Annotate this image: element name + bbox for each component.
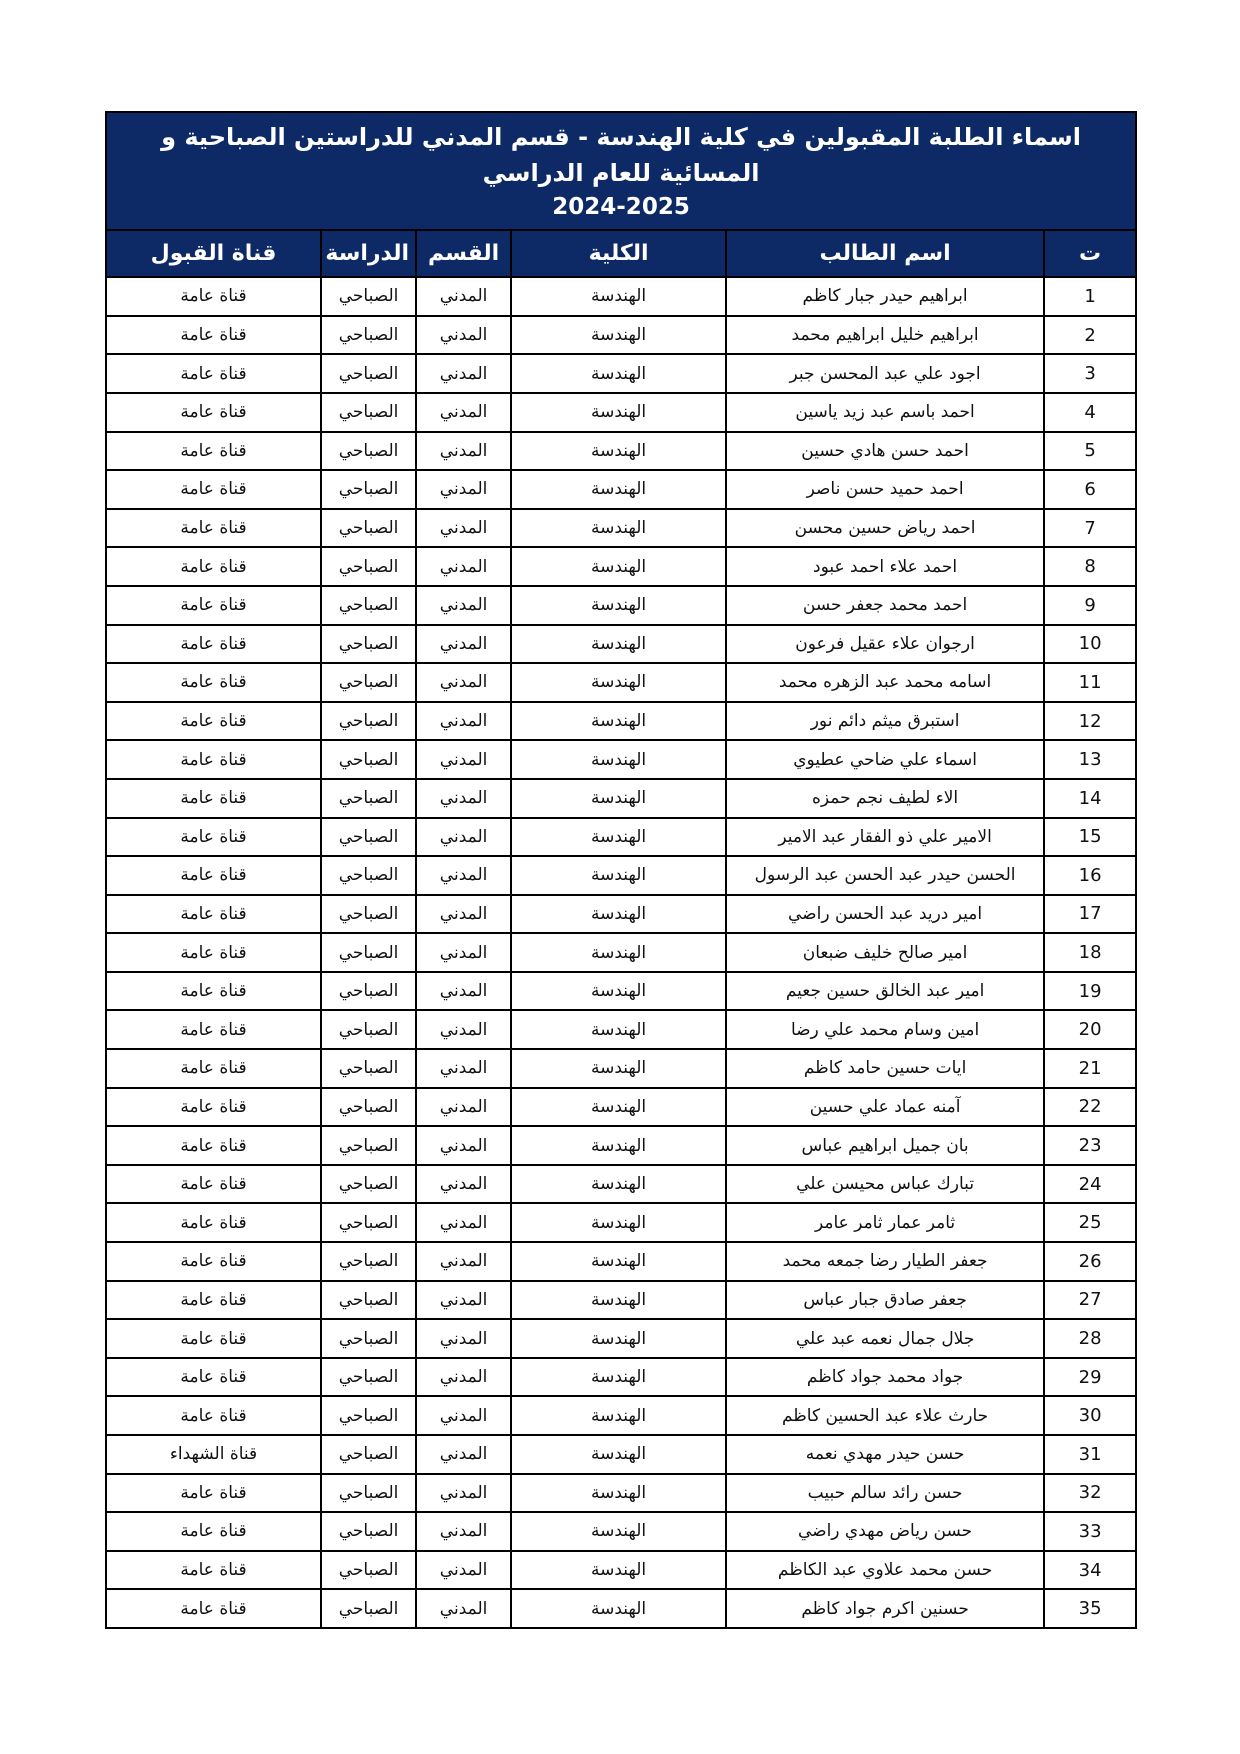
- cell-department: المدني: [416, 586, 511, 625]
- cell-department: المدني: [416, 1165, 511, 1204]
- cell-student-name: جعفر صادق جبار عباس: [726, 1281, 1044, 1320]
- column-header-admission-channel: قناة القبول: [106, 230, 321, 277]
- cell-department: المدني: [416, 354, 511, 393]
- cell-study: الصباحي: [321, 856, 416, 895]
- cell-student-name: احمد محمد جعفر حسن: [726, 586, 1044, 625]
- cell-number: 4: [1044, 393, 1136, 432]
- cell-study: الصباحي: [321, 393, 416, 432]
- cell-college: الهندسة: [511, 547, 726, 586]
- table-row: [106, 895, 1136, 934]
- cell-department: المدني: [416, 625, 511, 664]
- table-row: [106, 1319, 1136, 1358]
- cell-student-name: ارجوان علاء عقيل فرعون: [726, 625, 1044, 664]
- cell-study: الصباحي: [321, 895, 416, 934]
- cell-college: الهندسة: [511, 1281, 726, 1320]
- cell-student-name: امير دريد عبد الحسن راضي: [726, 895, 1044, 934]
- cell-number: 34: [1044, 1551, 1136, 1590]
- cell-study: الصباحي: [321, 1281, 416, 1320]
- cell-number: 8: [1044, 547, 1136, 586]
- table-row: [106, 1396, 1136, 1435]
- cell-admission-channel: قناة عامة: [106, 432, 321, 471]
- cell-number: 31: [1044, 1435, 1136, 1474]
- table-row: [106, 1435, 1136, 1474]
- cell-college: الهندسة: [511, 316, 726, 355]
- cell-department: المدني: [416, 1396, 511, 1435]
- cell-student-name: احمد حسن هادي حسين: [726, 432, 1044, 471]
- cell-department: المدني: [416, 663, 511, 702]
- cell-student-name: الامير علي ذو الفقار عبد الامير: [726, 818, 1044, 857]
- cell-number: 18: [1044, 933, 1136, 972]
- cell-study: الصباحي: [321, 509, 416, 548]
- title-academic-year: 2024-2025: [552, 194, 690, 220]
- cell-number: 17: [1044, 895, 1136, 934]
- cell-admission-channel: قناة عامة: [106, 895, 321, 934]
- cell-admission-channel: قناة عامة: [106, 277, 321, 316]
- cell-college: الهندسة: [511, 1049, 726, 1088]
- cell-college: الهندسة: [511, 740, 726, 779]
- cell-college: الهندسة: [511, 663, 726, 702]
- cell-admission-channel: قناة عامة: [106, 547, 321, 586]
- cell-study: الصباحي: [321, 586, 416, 625]
- students-table-container: [105, 111, 1135, 1629]
- cell-admission-channel: قناة عامة: [106, 354, 321, 393]
- cell-student-name: امين وسام محمد علي رضا: [726, 1010, 1044, 1049]
- cell-student-name: الحسن حيدر عبد الحسن عبد الرسول: [726, 856, 1044, 895]
- cell-student-name: امير عبد الخالق حسين جعيم: [726, 972, 1044, 1011]
- document-title: [106, 112, 1136, 230]
- cell-department: المدني: [416, 470, 511, 509]
- cell-college: الهندسة: [511, 1319, 726, 1358]
- cell-admission-channel: قناة عامة: [106, 316, 321, 355]
- cell-admission-channel: قناة عامة: [106, 1512, 321, 1551]
- cell-number: 16: [1044, 856, 1136, 895]
- cell-college: الهندسة: [511, 1512, 726, 1551]
- cell-study: الصباحي: [321, 818, 416, 857]
- title-text: اسماء الطلبة المقبولين في كلية الهندسة - قسم المدني للدراستين الصباحية و المسائية للعام الدراسي: [161, 123, 1081, 187]
- cell-department: المدني: [416, 895, 511, 934]
- cell-admission-channel: قناة عامة: [106, 509, 321, 548]
- cell-college: الهندسة: [511, 432, 726, 471]
- cell-student-name: امير صالح خليف ضبعان: [726, 933, 1044, 972]
- cell-student-name: اسامه محمد عبد الزهره محمد: [726, 663, 1044, 702]
- cell-study: الصباحي: [321, 1242, 416, 1281]
- cell-department: المدني: [416, 1049, 511, 1088]
- cell-department: المدني: [416, 547, 511, 586]
- table-row: [106, 509, 1136, 548]
- cell-department: المدني: [416, 1358, 511, 1397]
- cell-department: المدني: [416, 1126, 511, 1165]
- table-row: [106, 779, 1136, 818]
- table-row: [106, 1010, 1136, 1049]
- table-row: [106, 1281, 1136, 1320]
- cell-department: المدني: [416, 1474, 511, 1513]
- cell-department: المدني: [416, 393, 511, 432]
- cell-study: الصباحي: [321, 1512, 416, 1551]
- table-row: [106, 316, 1136, 355]
- cell-number: 33: [1044, 1512, 1136, 1551]
- cell-student-name: ابراهيم خليل ابراهيم محمد: [726, 316, 1044, 355]
- column-header-department: القسم: [416, 230, 511, 277]
- cell-study: الصباحي: [321, 547, 416, 586]
- cell-department: المدني: [416, 1281, 511, 1320]
- table-row: [106, 1358, 1136, 1397]
- cell-study: الصباحي: [321, 1165, 416, 1204]
- cell-college: الهندسة: [511, 1589, 726, 1628]
- cell-study: الصباحي: [321, 1203, 416, 1242]
- cell-study: الصباحي: [321, 1474, 416, 1513]
- cell-study: الصباحي: [321, 1551, 416, 1590]
- cell-number: 30: [1044, 1396, 1136, 1435]
- cell-department: المدني: [416, 1512, 511, 1551]
- cell-admission-channel: قناة عامة: [106, 1010, 321, 1049]
- cell-study: الصباحي: [321, 663, 416, 702]
- cell-number: 3: [1044, 354, 1136, 393]
- column-header-row: [106, 230, 1136, 277]
- column-header-number: ت: [1044, 230, 1136, 277]
- cell-number: 35: [1044, 1589, 1136, 1628]
- table-row: [106, 1203, 1136, 1242]
- cell-college: الهندسة: [511, 1088, 726, 1127]
- table-row: [106, 1589, 1136, 1628]
- cell-admission-channel: قناة عامة: [106, 740, 321, 779]
- cell-college: الهندسة: [511, 1396, 726, 1435]
- cell-study: الصباحي: [321, 1010, 416, 1049]
- accepted-students-table: [105, 111, 1137, 1629]
- cell-admission-channel: قناة عامة: [106, 818, 321, 857]
- cell-number: 22: [1044, 1088, 1136, 1127]
- cell-college: الهندسة: [511, 393, 726, 432]
- cell-admission-channel: قناة عامة: [106, 856, 321, 895]
- cell-number: 13: [1044, 740, 1136, 779]
- cell-student-name: حسن محمد علاوي عبد الكاظم: [726, 1551, 1044, 1590]
- cell-student-name: احمد باسم عبد زيد ياسين: [726, 393, 1044, 432]
- cell-admission-channel: قناة عامة: [106, 933, 321, 972]
- cell-admission-channel: قناة عامة: [106, 1551, 321, 1590]
- table-row: [106, 702, 1136, 741]
- cell-college: الهندسة: [511, 1474, 726, 1513]
- cell-student-name: اسماء علي ضاحي عطيوي: [726, 740, 1044, 779]
- cell-college: الهندسة: [511, 1010, 726, 1049]
- cell-number: 5: [1044, 432, 1136, 471]
- cell-study: الصباحي: [321, 354, 416, 393]
- cell-college: الهندسة: [511, 1551, 726, 1590]
- cell-student-name: احمد علاء احمد عبود: [726, 547, 1044, 586]
- cell-admission-channel: قناة عامة: [106, 1242, 321, 1281]
- title-row: [106, 112, 1136, 230]
- cell-number: 11: [1044, 663, 1136, 702]
- table-row: [106, 354, 1136, 393]
- cell-department: المدني: [416, 1010, 511, 1049]
- cell-student-name: آمنه عماد علي حسين: [726, 1088, 1044, 1127]
- cell-student-name: ثامر عمار ثامر عامر: [726, 1203, 1044, 1242]
- cell-college: الهندسة: [511, 509, 726, 548]
- cell-student-name: جواد محمد جواد كاظم: [726, 1358, 1044, 1397]
- cell-number: 23: [1044, 1126, 1136, 1165]
- cell-college: الهندسة: [511, 354, 726, 393]
- cell-college: الهندسة: [511, 895, 726, 934]
- cell-admission-channel: قناة عامة: [106, 1126, 321, 1165]
- cell-department: المدني: [416, 432, 511, 471]
- cell-student-name: حسنين اكرم جواد كاظم: [726, 1589, 1044, 1628]
- cell-student-name: حسن حيدر مهدي نعمه: [726, 1435, 1044, 1474]
- cell-department: المدني: [416, 972, 511, 1011]
- cell-study: الصباحي: [321, 1589, 416, 1628]
- cell-department: المدني: [416, 856, 511, 895]
- cell-college: الهندسة: [511, 586, 726, 625]
- table-row: [106, 856, 1136, 895]
- cell-college: الهندسة: [511, 779, 726, 818]
- table-row: [106, 1551, 1136, 1590]
- column-header-college: الكلية: [511, 230, 726, 277]
- cell-admission-channel: قناة عامة: [106, 779, 321, 818]
- cell-admission-channel: قناة عامة: [106, 1088, 321, 1127]
- cell-student-name: احمد حميد حسن ناصر: [726, 470, 1044, 509]
- cell-study: الصباحي: [321, 1126, 416, 1165]
- cell-college: الهندسة: [511, 702, 726, 741]
- table-row: [106, 1242, 1136, 1281]
- table-row: [106, 933, 1136, 972]
- cell-study: الصباحي: [321, 470, 416, 509]
- table-row: [106, 972, 1136, 1011]
- cell-number: 9: [1044, 586, 1136, 625]
- table-row: [106, 1165, 1136, 1204]
- cell-admission-channel: قناة عامة: [106, 702, 321, 741]
- cell-admission-channel: قناة عامة: [106, 625, 321, 664]
- cell-department: المدني: [416, 1203, 511, 1242]
- cell-admission-channel: قناة عامة: [106, 586, 321, 625]
- cell-study: الصباحي: [321, 1396, 416, 1435]
- cell-study: الصباحي: [321, 432, 416, 471]
- students-table-body: [106, 277, 1136, 1628]
- table-row: [106, 393, 1136, 432]
- cell-number: 2: [1044, 316, 1136, 355]
- cell-department: المدني: [416, 933, 511, 972]
- cell-college: الهندسة: [511, 1435, 726, 1474]
- cell-admission-channel: قناة عامة: [106, 1165, 321, 1204]
- cell-admission-channel: قناة الشهداء: [106, 1435, 321, 1474]
- cell-number: 24: [1044, 1165, 1136, 1204]
- table-row: [106, 625, 1136, 664]
- cell-admission-channel: قناة عامة: [106, 393, 321, 432]
- cell-department: المدني: [416, 277, 511, 316]
- table-row: [106, 547, 1136, 586]
- cell-number: 19: [1044, 972, 1136, 1011]
- cell-number: 20: [1044, 1010, 1136, 1049]
- cell-student-name: حسن رياض مهدي راضي: [726, 1512, 1044, 1551]
- cell-admission-channel: قناة عامة: [106, 972, 321, 1011]
- cell-study: الصباحي: [321, 1435, 416, 1474]
- table-row: [106, 818, 1136, 857]
- table-row: [106, 432, 1136, 471]
- cell-college: الهندسة: [511, 277, 726, 316]
- cell-admission-channel: قناة عامة: [106, 1203, 321, 1242]
- cell-number: 25: [1044, 1203, 1136, 1242]
- cell-number: 28: [1044, 1319, 1136, 1358]
- cell-study: الصباحي: [321, 625, 416, 664]
- cell-student-name: اجود علي عبد المحسن جبر: [726, 354, 1044, 393]
- cell-number: 21: [1044, 1049, 1136, 1088]
- cell-number: 29: [1044, 1358, 1136, 1397]
- cell-student-name: احمد رياض حسين محسن: [726, 509, 1044, 548]
- table-row: [106, 277, 1136, 316]
- cell-study: الصباحي: [321, 972, 416, 1011]
- cell-department: المدني: [416, 1589, 511, 1628]
- column-header-student-name: اسم الطالب: [726, 230, 1044, 277]
- cell-study: الصباحي: [321, 316, 416, 355]
- cell-department: المدني: [416, 779, 511, 818]
- cell-department: المدني: [416, 1319, 511, 1358]
- cell-college: الهندسة: [511, 470, 726, 509]
- table-row: [106, 1049, 1136, 1088]
- table-row: [106, 1512, 1136, 1551]
- cell-department: المدني: [416, 316, 511, 355]
- cell-student-name: حارث علاء عبد الحسين كاظم: [726, 1396, 1044, 1435]
- cell-college: الهندسة: [511, 856, 726, 895]
- cell-admission-channel: قناة عامة: [106, 1319, 321, 1358]
- cell-number: 14: [1044, 779, 1136, 818]
- cell-department: المدني: [416, 1088, 511, 1127]
- table-row: [106, 1126, 1136, 1165]
- cell-department: المدني: [416, 1551, 511, 1590]
- cell-study: الصباحي: [321, 779, 416, 818]
- cell-study: الصباحي: [321, 740, 416, 779]
- cell-admission-channel: قناة عامة: [106, 1396, 321, 1435]
- cell-study: الصباحي: [321, 1088, 416, 1127]
- cell-admission-channel: قناة عامة: [106, 1358, 321, 1397]
- cell-admission-channel: قناة عامة: [106, 1281, 321, 1320]
- cell-college: الهندسة: [511, 1358, 726, 1397]
- cell-student-name: ايات حسين حامد كاظم: [726, 1049, 1044, 1088]
- cell-student-name: تبارك عباس محيسن علي: [726, 1165, 1044, 1204]
- cell-number: 1: [1044, 277, 1136, 316]
- cell-college: الهندسة: [511, 625, 726, 664]
- cell-number: 32: [1044, 1474, 1136, 1513]
- cell-admission-channel: قناة عامة: [106, 470, 321, 509]
- cell-admission-channel: قناة عامة: [106, 1474, 321, 1513]
- cell-study: الصباحي: [321, 277, 416, 316]
- cell-college: الهندسة: [511, 933, 726, 972]
- cell-number: 15: [1044, 818, 1136, 857]
- cell-department: المدني: [416, 702, 511, 741]
- cell-number: 6: [1044, 470, 1136, 509]
- cell-department: المدني: [416, 818, 511, 857]
- table-row: [106, 1474, 1136, 1513]
- table-row: [106, 586, 1136, 625]
- cell-study: الصباحي: [321, 1319, 416, 1358]
- cell-number: 7: [1044, 509, 1136, 548]
- cell-study: الصباحي: [321, 702, 416, 741]
- cell-student-name: الاء لطيف نجم حمزه: [726, 779, 1044, 818]
- cell-admission-channel: قناة عامة: [106, 1589, 321, 1628]
- cell-admission-channel: قناة عامة: [106, 663, 321, 702]
- table-row: [106, 663, 1136, 702]
- cell-department: المدني: [416, 509, 511, 548]
- cell-student-name: حسن رائد سالم حبيب: [726, 1474, 1044, 1513]
- table-row: [106, 1088, 1136, 1127]
- cell-college: الهندسة: [511, 1203, 726, 1242]
- cell-number: 12: [1044, 702, 1136, 741]
- cell-study: الصباحي: [321, 1049, 416, 1088]
- cell-number: 27: [1044, 1281, 1136, 1320]
- cell-college: الهندسة: [511, 972, 726, 1011]
- cell-study: الصباحي: [321, 933, 416, 972]
- cell-college: الهندسة: [511, 1242, 726, 1281]
- cell-college: الهندسة: [511, 1165, 726, 1204]
- table-row: [106, 470, 1136, 509]
- cell-department: المدني: [416, 1242, 511, 1281]
- cell-department: المدني: [416, 740, 511, 779]
- cell-student-name: استبرق ميثم دائم نور: [726, 702, 1044, 741]
- cell-student-name: جلال جمال نعمه عبد علي: [726, 1319, 1044, 1358]
- cell-college: الهندسة: [511, 1126, 726, 1165]
- table-row: [106, 740, 1136, 779]
- cell-college: الهندسة: [511, 818, 726, 857]
- cell-student-name: بان جميل ابراهيم عباس: [726, 1126, 1044, 1165]
- cell-study: الصباحي: [321, 1358, 416, 1397]
- cell-number: 10: [1044, 625, 1136, 664]
- cell-number: 26: [1044, 1242, 1136, 1281]
- cell-student-name: جعفر الطيار رضا جمعه محمد: [726, 1242, 1044, 1281]
- column-header-study: الدراسة: [321, 230, 416, 277]
- cell-student-name: ابراهيم حيدر جبار كاظم: [726, 277, 1044, 316]
- cell-admission-channel: قناة عامة: [106, 1049, 321, 1088]
- cell-department: المدني: [416, 1435, 511, 1474]
